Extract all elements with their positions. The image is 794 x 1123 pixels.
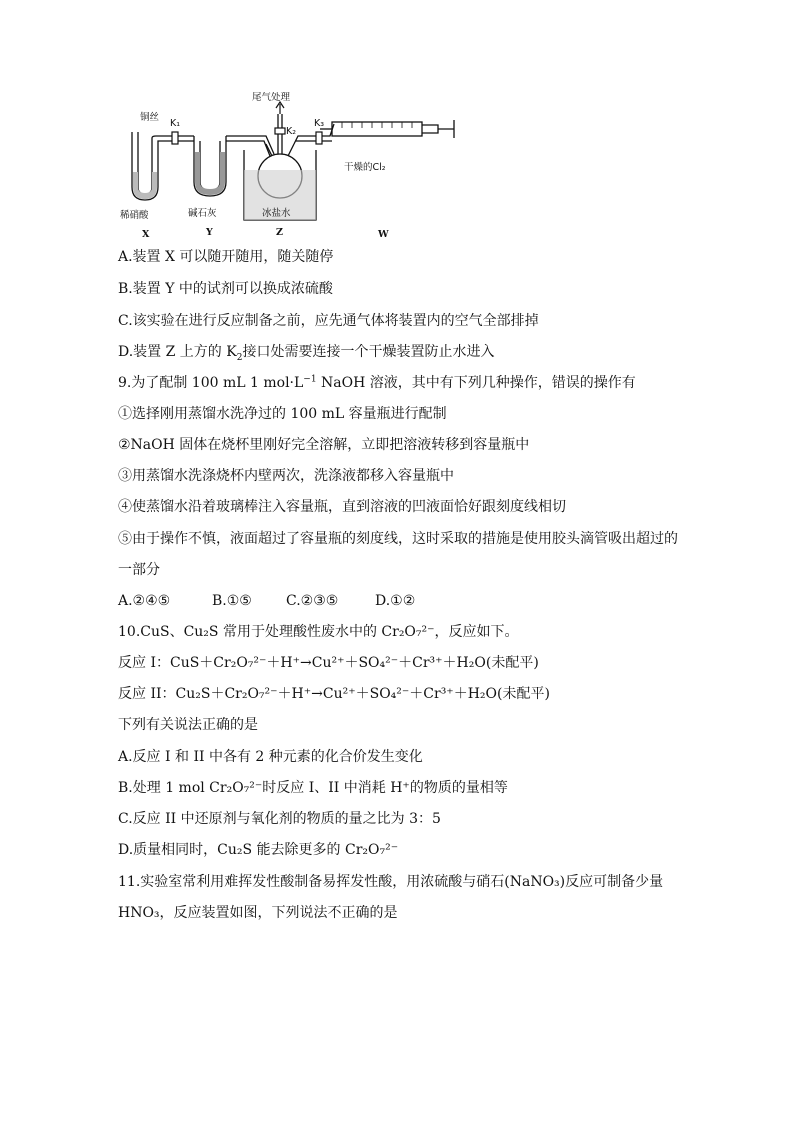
q9-option-a: A.②④⑤ bbox=[118, 593, 171, 609]
q8-option-d-sub: 2 bbox=[236, 352, 243, 363]
label-k2: K₂ bbox=[286, 126, 297, 137]
apparatus-diagram bbox=[120, 92, 460, 242]
q8-option-b: B.装置 Y 中的试剂可以换成浓硫酸 bbox=[118, 281, 333, 297]
q9-options bbox=[118, 591, 415, 611]
q10-option-b: B.处理 1 mol Cr₂O₇²⁻时反应 I、II 中消耗 H⁺的物质的量相等 bbox=[118, 780, 508, 796]
q9-option-b: B.①⑤ bbox=[212, 593, 252, 609]
q8-option-d bbox=[118, 342, 494, 362]
label-ice-salt-water: 冰盐水 bbox=[262, 208, 291, 219]
q8-option-d-post: 接口处需要连接一个干燥装置防止水进入 bbox=[242, 344, 495, 360]
q11-stem-line1: 11.实验室常利用难挥发性酸制备易挥发性酸，用浓硫酸与硝石(NaNO₃)反应可制备少量 bbox=[118, 874, 664, 890]
q9-op5-line2: 一部分 bbox=[118, 562, 160, 578]
q9-stem-b: NaOH 溶液，其中有下列几种操作，错误的操作有 bbox=[316, 375, 636, 391]
q8-option-a: A.装置 X 可以随开随用，随关随停 bbox=[118, 249, 334, 265]
q10-reaction-1: 反应 I：CuS＋Cr₂O₇²⁻＋H⁺→Cu²⁺＋SO₄²⁻＋Cr³⁺＋H₂O(未配平) bbox=[118, 655, 539, 671]
q10-question: 下列有关说法正确的是 bbox=[118, 717, 258, 733]
label-k1: K₁ bbox=[170, 118, 181, 129]
label-dry-cl2: 干燥的Cl₂ bbox=[344, 162, 386, 173]
q9-option-c: C.②③⑤ bbox=[286, 593, 339, 609]
q10-option-d: D.质量相同时，Cu₂S 能去除更多的 Cr₂O₇²⁻ bbox=[118, 842, 399, 858]
q10-option-a: A.反应 I 和 II 中各有 2 种元素的化合价发生变化 bbox=[118, 749, 423, 765]
label-dilute-nitric: 稀硝酸 bbox=[120, 210, 149, 221]
label-w: W bbox=[378, 229, 389, 240]
label-k3: K₃ bbox=[314, 118, 325, 129]
q9-op2: ②NaOH 固体在烧杯里刚好完全溶解，立即把溶液转移到容量瓶中 bbox=[118, 437, 530, 453]
q9-op1: ①选择刚用蒸馏水洗净过的 100 mL 容量瓶进行配制 bbox=[118, 406, 447, 422]
q9-stem-a: 9.为了配制 100 mL 1 mol·L bbox=[118, 375, 304, 391]
q11-stem-line2: HNO₃，反应装置如图，下列说法不正确的是 bbox=[118, 905, 398, 921]
q10-reaction-2: 反应 II：Cu₂S＋Cr₂O₇²⁻＋H⁺→Cu²⁺＋SO₄²⁻＋Cr³⁺＋H₂O(未配平) bbox=[118, 686, 550, 702]
q10-stem: 10.CuS、Cu₂S 常用于处理酸性废水中的 Cr₂O₇²⁻，反应如下。 bbox=[118, 624, 519, 640]
label-tail-gas: 尾气处理 bbox=[252, 92, 291, 103]
q9-stem-sup: −1 bbox=[303, 374, 317, 385]
q8-option-c: C.该实验在进行反应制备之前，应先通气体将装置内的空气全部排掉 bbox=[118, 313, 539, 329]
label-soda-lime: 碱石灰 bbox=[188, 208, 217, 219]
label-y: Y bbox=[206, 227, 213, 238]
label-z: Z bbox=[276, 227, 283, 238]
q9-op5-line1: ⑤由于操作不慎，液面超过了容量瓶的刻度线，这时采取的措施是使用胶头滴管吸出超过的 bbox=[118, 531, 678, 547]
label-x: X bbox=[142, 229, 150, 240]
q9-stem bbox=[118, 373, 636, 393]
q8-option-d-pre: D.装置 Z 上方的 K bbox=[118, 344, 237, 360]
q9-op4: ④使蒸馏水沿着玻璃棒注入容量瓶，直到溶液的凹液面恰好跟刻度线相切 bbox=[118, 499, 566, 515]
label-copper-wire: 铜丝 bbox=[140, 112, 160, 123]
q9-op3: ③用蒸馏水洗涤烧杯内壁两次，洗涤液都移入容量瓶中 bbox=[118, 468, 454, 484]
q10-option-c: C.反应 II 中还原剂与氧化剂的物质的量之比为 3：5 bbox=[118, 811, 441, 827]
q9-option-d: D.①② bbox=[375, 593, 416, 609]
